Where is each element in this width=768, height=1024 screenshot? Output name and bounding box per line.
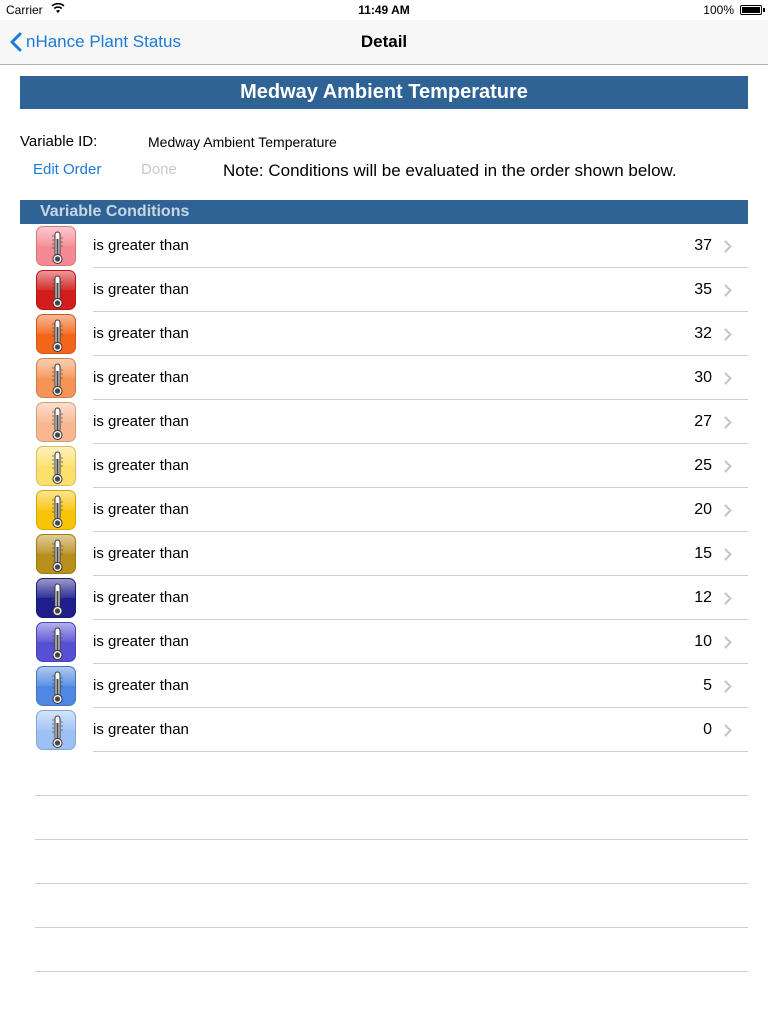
- chevron-right-icon: [724, 548, 732, 566]
- thermometer-icon: [36, 578, 76, 618]
- empty-row: [0, 884, 768, 928]
- thermometer-icon: [36, 534, 76, 574]
- condition-row[interactable]: [0, 576, 768, 620]
- condition-value: 35: [694, 281, 712, 298]
- chevron-right-icon: [724, 504, 732, 522]
- condition-row[interactable]: [0, 488, 768, 532]
- thermometer-icon: [36, 402, 76, 442]
- status-bar: [0, 0, 768, 20]
- chevron-right-icon: [724, 372, 732, 390]
- chevron-right-icon: [724, 240, 732, 258]
- thermometer-icon: [36, 270, 76, 310]
- chevron-left-icon: [10, 32, 22, 52]
- variable-title-banner: Medway Ambient Temperature: [20, 76, 748, 109]
- battery-icon: [740, 5, 762, 15]
- condition-value: 0: [703, 721, 712, 738]
- condition-row[interactable]: [0, 620, 768, 664]
- condition-value: 12: [694, 589, 712, 606]
- edit-order-button[interactable]: Edit Order: [33, 161, 102, 178]
- condition-row[interactable]: [0, 268, 768, 312]
- thermometer-icon: [36, 358, 76, 398]
- condition-value: 5: [703, 677, 712, 694]
- condition-operator: is greater than: [93, 457, 189, 474]
- condition-operator: is greater than: [93, 501, 189, 518]
- condition-value: 30: [694, 369, 712, 386]
- thermometer-icon: [36, 446, 76, 486]
- thermometer-icon: [36, 622, 76, 662]
- condition-operator: is greater than: [93, 721, 189, 738]
- order-note: Note: Conditions will be evaluated in the order shown below.: [223, 161, 677, 180]
- condition-value: 27: [694, 413, 712, 430]
- chevron-right-icon: [724, 328, 732, 346]
- chevron-right-icon: [724, 724, 732, 742]
- condition-row[interactable]: [0, 356, 768, 400]
- variable-id-label: Variable ID:: [20, 133, 98, 150]
- condition-value: 32: [694, 325, 712, 342]
- condition-row[interactable]: [0, 532, 768, 576]
- empty-row: [0, 928, 768, 972]
- condition-operator: is greater than: [93, 545, 189, 562]
- condition-row[interactable]: [0, 224, 768, 268]
- back-button-label: nHance Plant Status: [26, 32, 181, 51]
- chevron-right-icon: [724, 592, 732, 610]
- condition-value: 25: [694, 457, 712, 474]
- condition-row[interactable]: [0, 400, 768, 444]
- condition-value: 37: [694, 237, 712, 254]
- thermometer-icon: [36, 490, 76, 530]
- empty-row: [0, 840, 768, 884]
- variable-id-value: Medway Ambient Temperature: [148, 134, 337, 150]
- page-title: Detail: [360, 32, 408, 51]
- condition-row[interactable]: [0, 664, 768, 708]
- back-button[interactable]: [10, 20, 181, 64]
- condition-operator: is greater than: [93, 369, 189, 386]
- chevron-right-icon: [724, 416, 732, 434]
- chevron-right-icon: [724, 460, 732, 478]
- empty-rows: [0, 752, 768, 972]
- section-header-variable-conditions: Variable Conditions: [20, 200, 748, 224]
- thermometer-icon: [36, 226, 76, 266]
- navigation-bar: [0, 20, 768, 65]
- thermometer-icon: [36, 314, 76, 354]
- carrier-label: Carrier: [6, 3, 43, 17]
- chevron-right-icon: [724, 680, 732, 698]
- thermometer-icon: [36, 666, 76, 706]
- condition-value: 10: [694, 633, 712, 650]
- empty-row: [0, 752, 768, 796]
- battery-percent: 100%: [703, 3, 734, 17]
- condition-operator: is greater than: [93, 633, 189, 650]
- condition-operator: is greater than: [93, 589, 189, 606]
- chevron-right-icon: [724, 284, 732, 302]
- condition-row[interactable]: [0, 444, 768, 488]
- condition-row[interactable]: [0, 312, 768, 356]
- condition-row[interactable]: [0, 708, 768, 752]
- condition-value: 20: [694, 501, 712, 518]
- status-time: 11:49 AM: [358, 3, 410, 17]
- condition-operator: is greater than: [93, 677, 189, 694]
- condition-operator: is greater than: [93, 413, 189, 430]
- empty-row: [0, 796, 768, 840]
- condition-operator: is greater than: [93, 281, 189, 298]
- condition-operator: is greater than: [93, 237, 189, 254]
- condition-value: 15: [694, 545, 712, 562]
- condition-operator: is greater than: [93, 325, 189, 342]
- chevron-right-icon: [724, 636, 732, 654]
- conditions-list: [0, 224, 768, 752]
- done-button[interactable]: Done: [141, 161, 177, 178]
- thermometer-icon: [36, 710, 76, 750]
